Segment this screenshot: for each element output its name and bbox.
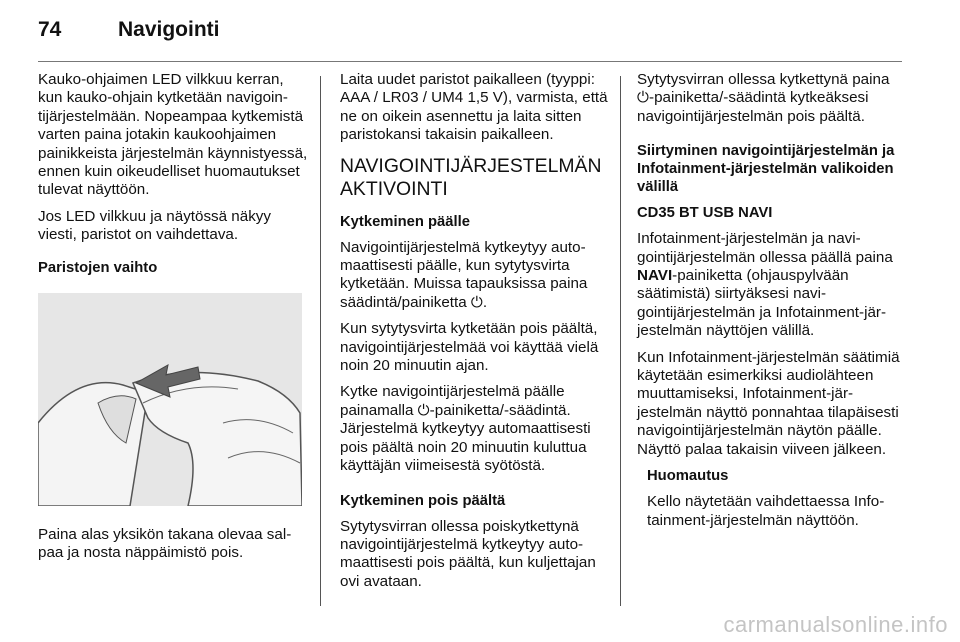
note-box <box>647 467 907 530</box>
column-divider <box>320 76 321 606</box>
image-caption: Paina alas yksikön takana olevaa salpaa ja nosta näppäimistö pois. <box>38 525 292 562</box>
paragraph: Kauko-ohjaimen LED vilkkuu kerran, kun kauko-ohjain kytketään navigointijärjestelmään. Nopeampaa kytkemistä varten paina jotakin kaukoohjaimen painikkeista järjestelmän käynnistyessä, ennen kuin oikeudelliset huomautukset tulevat näyttöön. <box>38 71 308 199</box>
subheading: Kytkeminen päälle <box>340 213 470 230</box>
paragraph: Kun sytytysvirta kytketään pois päältä, navigointijärjestelmää voi käyttää vielä noin 20 minuutin ajan. <box>340 320 599 375</box>
note-text: Kello näytetään vaihdettaessa Infotainment-järjestelmän näyttöön. <box>647 493 885 529</box>
paragraph-text: -painiketta (ohjauspylvään säätimistä) siirtyäksesi navigointijärjestelmän ja Infotainment-järjestelmän näyttöjen välillä. <box>637 267 887 340</box>
paragraph: Jos LED vilkkuu ja näytössä näkyy viesti, paristot on vaihdettava. <box>38 207 271 244</box>
column-2 <box>340 71 610 599</box>
column-1 <box>38 71 308 570</box>
subheading: Kytkeminen pois päältä <box>340 492 506 509</box>
page-title: Navigointi <box>118 18 220 41</box>
paragraph: Navigointijärjestelmä kytkeytyy automaattisesti päälle, kun sytytysvirta kytketään. Muissa tapauksissa paina säädintä/painiketta ⏻. <box>340 238 588 311</box>
paragraph-text: Infotainment-järjestelmän ja navigointijärjestelmän ollessa päällä paina <box>637 230 893 266</box>
column-3 <box>637 71 907 538</box>
paragraph: Sytytysvirran ollessa poiskytkettynä navigointijärjestelmä kytkeytyy automaattisesti pois päältä, kun kuljettajan ovi avataan. <box>340 517 596 590</box>
page-number: 74 <box>38 18 62 41</box>
watermark: carmanualsonline.info <box>723 612 948 637</box>
battery-replacement-illustration <box>38 293 302 506</box>
page-header <box>38 12 902 52</box>
subheading: Siirtyminen navigointijärjestelmän ja Infotainment-järjestelmän valikoiden välillä <box>637 143 895 196</box>
header-divider <box>38 61 902 62</box>
paragraph: Kytke navigointijärjestelmä päälle painamalla ⏻-painiketta/-säädintä. Järjestelmä kytkeytyy automaattisesti pois päältä noin 20 minuutin kuluttua käyttäjän viimeisestä syötöstä. <box>340 383 591 475</box>
section-heading: NAVIGOINTIJÄRJESTELMÄN AKTIVOINTI <box>340 154 602 200</box>
paragraph: Laita uudet paristot paikalleen (tyyppi: AAA / LR03 / UM4 1,5 V), varmista, että ne on oikein asennettu ja laita sitten paristokansi takaisin paikalleen. <box>340 71 608 144</box>
subheading: Paristojen vaihto <box>38 259 158 276</box>
paragraph: Kun Infotainment-järjestelmän säätimiä käytetään esimerkiksi audiolähteen muuttamiseksi, Infotainment-järjestelmän näyttö ponnahtaa tilapäisesti navigointijärjestelmän näytön päälle. Näyttö palaa takaisin viiveen jälkeen. <box>637 348 900 458</box>
column-divider <box>620 76 621 606</box>
navi-button-label: NAVI <box>637 267 673 285</box>
note-title: Huomautus <box>647 468 729 485</box>
subheading: CD35 BT USB NAVI <box>637 205 773 222</box>
paragraph: Sytytysvirran ollessa kytkettynä paina ⏻-painiketta/-säädintä kytkeäksesi navigointijärjestelmän pois päältä. <box>637 71 890 125</box>
paragraph <box>637 230 907 340</box>
